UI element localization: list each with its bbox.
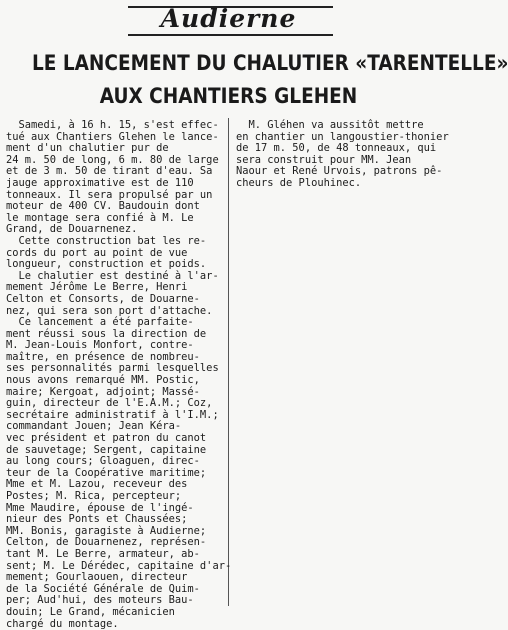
article-line: guin, directeur de l'E.A.M.; Coz, — [6, 397, 213, 410]
header-bottom-rule — [128, 34, 333, 36]
article-line: M. Jean-Louis Monfort, contre- — [6, 339, 194, 352]
article-line: jauge approximative est de 110 — [6, 176, 194, 189]
article-line: 24 m. 50 de long, 6 m. 80 de large — [6, 153, 219, 166]
article-line: maire; Kergoat, adjoint; Massé- — [6, 385, 200, 398]
article-line: tant M. Le Berre, armateur, ab- — [6, 547, 200, 560]
article-line: sera construit pour MM. Jean — [236, 153, 412, 166]
article-line: Samedi, à 16 h. 15, s'est effec- — [6, 119, 219, 131]
article-line: de 17 m. 50, de 48 tonneaux, qui — [236, 142, 437, 155]
article-line: et de 3 m. 50 de tirant d'eau. Sa — [6, 165, 213, 178]
article-line: mement; Gourlaouen, directeur — [6, 571, 188, 584]
article-line: longueur, construction et poids. — [6, 258, 207, 271]
article-line: teur de la Coopérative maritime; — [6, 466, 207, 479]
article-line: ment d'un chalutier pur de — [6, 142, 169, 155]
article-header: Audierne — [160, 4, 297, 33]
article-line: Naour et René Urvois, patrons pê- — [236, 165, 443, 178]
article-line: commandant Jouen; Jean Kéra- — [6, 420, 182, 433]
article-line: ses personnalités parmi lesquelles — [6, 362, 219, 375]
article-line: le montage sera confié à M. Le — [6, 211, 194, 224]
article-line: cords du port au point de vue — [6, 246, 188, 259]
article-line: Cette construction bat les re- — [6, 234, 207, 247]
article-line: chargé du montage. — [6, 617, 119, 630]
article-line: Celton et Consorts, de Douarne- — [6, 292, 200, 305]
article-line: nez, qui sera son port d'attache. — [6, 304, 213, 317]
article-line: tué aux Chantiers Glehen le lance- — [6, 130, 219, 143]
article-line: per; Aud'hui, des moteurs Bau- — [6, 594, 194, 607]
article-line: Celton, de Douarnenez, représen- — [6, 536, 207, 549]
article-line: mement Jérôme Le Berre, Henri — [6, 281, 188, 294]
article-line: Grand, de Douarnenez. — [6, 223, 138, 236]
article-line: en chantier un langoustier-thonier — [236, 130, 449, 143]
article-line: cheurs de Plouhinec. — [236, 176, 362, 189]
article-line: au long cours; Gloaguen, direc- — [6, 455, 200, 468]
headline-line-2: AUX CHANTIERS GLEHEN — [99, 84, 358, 109]
article-line: nieur des Ponts et Chaussées; — [6, 513, 188, 526]
article-line: maître, en présence de nombreu- — [6, 350, 200, 363]
article-line: sent; M. Le Dérédec, capitaine d'ar- — [6, 559, 232, 572]
article-left-column — [6, 120, 231, 630]
article-line: secrétaire administratif à l'I.M.; — [6, 408, 219, 421]
article-line: moteur de 400 CV. Baudouin dont — [6, 200, 200, 213]
article-line: Le chalutier est destiné à l'ar- — [6, 269, 219, 282]
article-line: MM. Bonis, garagiste à Audierne; — [6, 524, 207, 537]
article-line: Mme et M. Lazou, receveur des — [6, 478, 188, 491]
article-right-column — [236, 120, 449, 190]
article-line: tonneaux. Il sera propulsé par un — [6, 188, 213, 201]
article-line: Mme Maudire, épouse de l'ingé- — [6, 501, 194, 514]
article-line: nous avons remarqué MM. Postic, — [6, 374, 200, 387]
article-line: douin; Le Grand, mécanicien — [6, 605, 175, 618]
article-line: vec président et patron du canot — [6, 432, 207, 445]
article-line: Ce lancement a été parfaite- — [6, 316, 194, 329]
headline-line-1: LE LANCEMENT DU CHALUTIER «TARENTELLE» — [31, 51, 508, 76]
article-line: de la Société Générale de Quim- — [6, 582, 200, 595]
article-line: ment réussi sous la direction de — [6, 327, 207, 340]
article-line: de sauvetage; Sergent, capitaine — [6, 443, 207, 456]
article-line: Postes; M. Rica, percepteur; — [6, 490, 182, 502]
article-line: M. Gléhen va aussitôt mettre — [236, 119, 424, 131]
